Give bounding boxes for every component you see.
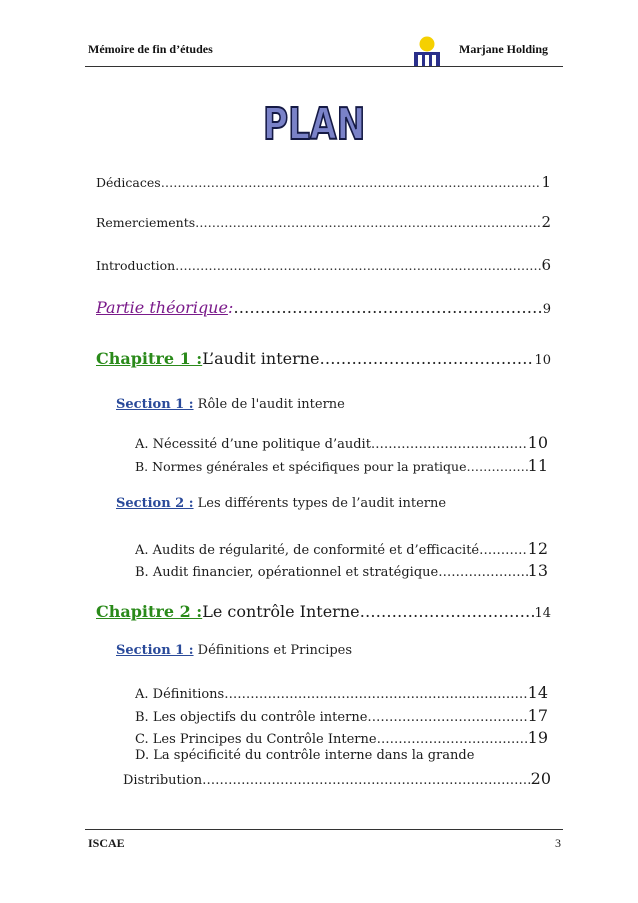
toc-ch1-s2-b xyxy=(135,561,548,580)
toc-label: A. Nécessité d’une politique d’audit xyxy=(135,437,371,452)
header-rule xyxy=(85,66,563,67)
toc-dedicaces xyxy=(96,173,551,191)
toc-label: Distribution xyxy=(123,773,203,788)
toc-page: 12 xyxy=(527,539,548,558)
toc-ch1-section-1 xyxy=(116,397,345,412)
section-prefix: Section 1 : xyxy=(116,397,194,412)
toc-introduction xyxy=(96,256,551,274)
section-prefix: Section 2 : xyxy=(116,496,194,511)
toc-page: 17 xyxy=(527,706,548,725)
toc-label: C. Les Principes du Contrôle Interne xyxy=(135,732,377,747)
chapitre-label: L’audit interne xyxy=(202,349,320,368)
toc-label: A. Audits de régularité, de conformité et d’efficacité xyxy=(135,543,480,558)
toc-ch2-s1-d-cont xyxy=(123,769,551,788)
toc-remerciements xyxy=(96,213,551,231)
toc-label: B. Normes générales et spécifiques pour la pratique xyxy=(135,459,467,474)
section-label: Définitions et Principes xyxy=(193,643,353,658)
toc-page: 1 xyxy=(541,173,551,191)
toc-page: 14 xyxy=(534,606,551,621)
chapitre-label: Le contrôle Interne xyxy=(202,602,360,621)
toc-ch1-s1-a xyxy=(135,433,548,452)
toc-partie-theorique: Partie théorique : …………………………………………………………………………………………………………………………………………………………………… 9 xyxy=(96,298,551,317)
toc-page: 6 xyxy=(541,256,551,274)
partie-label: Partie théorique xyxy=(96,298,228,317)
section-label: Les différents types de l’audit interne xyxy=(193,496,447,511)
toc-page: 13 xyxy=(527,561,548,580)
chapitre-prefix: Chapitre 1 : xyxy=(96,349,203,368)
footer-left: ISCAE xyxy=(88,836,125,850)
toc-ch1-s1-b xyxy=(135,456,548,475)
toc-label: B. Les objectifs du contrôle interne xyxy=(135,710,368,725)
toc-page: 9 xyxy=(542,302,551,317)
toc-ch2-s1-d: D. La spécificité du contrôle interne dans la grande xyxy=(135,748,475,763)
toc-page: 14 xyxy=(527,683,548,702)
toc-page: 19 xyxy=(527,728,548,747)
page-number: 3 xyxy=(555,836,561,850)
toc-chapitre-1 xyxy=(96,349,551,368)
toc-page: 2 xyxy=(541,213,551,231)
toc-label: Remerciements xyxy=(96,215,196,230)
toc-label: Introduction xyxy=(96,258,176,273)
toc-page: 10 xyxy=(534,353,551,368)
toc-chapitre-2 xyxy=(96,602,551,621)
marjane-logo-icon xyxy=(412,34,442,68)
chapitre-prefix: Chapitre 2 : xyxy=(96,602,203,621)
toc-ch2-s1-a xyxy=(135,683,548,702)
footer-rule xyxy=(85,829,563,830)
toc-ch2-section-1 xyxy=(116,643,352,658)
page-title: PLAN xyxy=(263,99,366,150)
toc-ch1-section-2 xyxy=(116,496,446,511)
toc-page: 20 xyxy=(530,769,551,788)
toc-ch2-s1-b xyxy=(135,706,548,725)
section-prefix: Section 1 : xyxy=(116,643,194,658)
toc-label: A. Définitions xyxy=(135,687,225,702)
toc-label: Dédicaces xyxy=(96,175,161,190)
header-left: Mémoire de fin d’études xyxy=(88,42,213,56)
toc-page: 11 xyxy=(527,456,548,475)
toc-ch2-s1-c xyxy=(135,728,548,747)
section-label: Rôle de l'audit interne xyxy=(193,397,345,412)
toc-label: B. Audit financier, opérationnel et stratégique xyxy=(135,565,439,580)
toc-ch1-s2-a xyxy=(135,539,548,558)
header-right: Marjane Holding xyxy=(459,42,548,56)
toc-page: 10 xyxy=(527,433,548,452)
